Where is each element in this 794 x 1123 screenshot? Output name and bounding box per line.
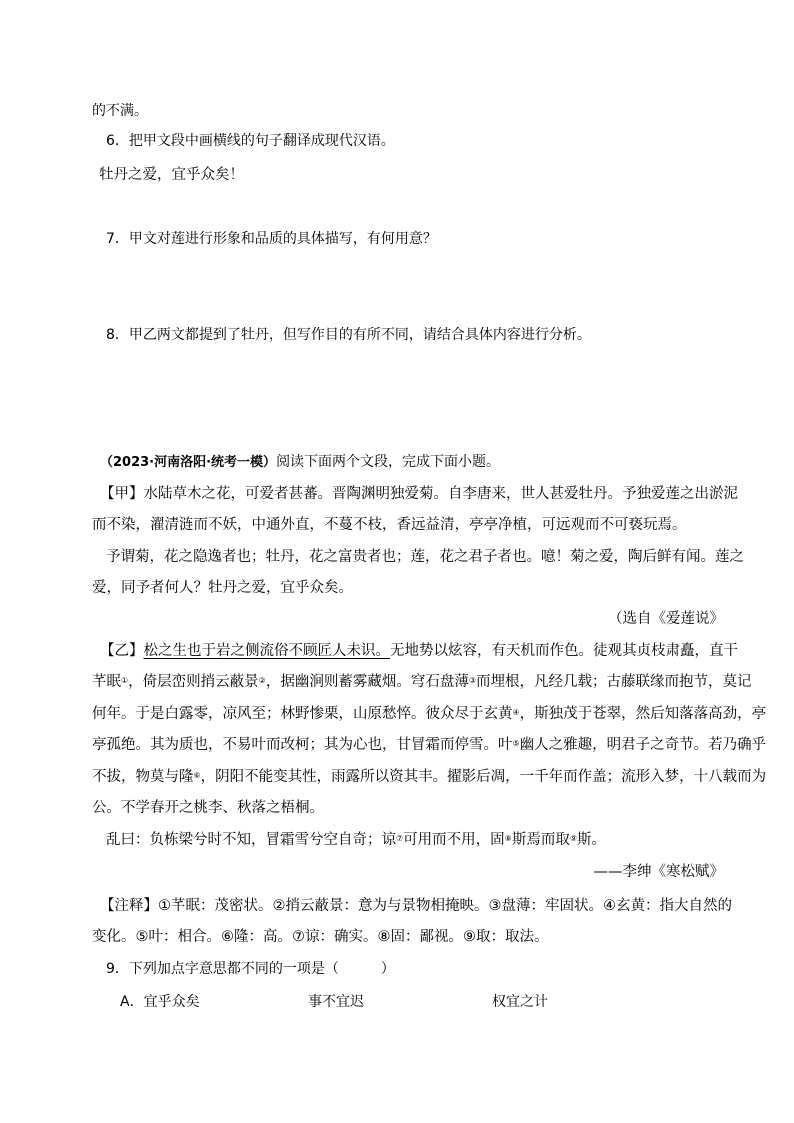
notes-line-2: 变化。⑤叶：相合。⑥隆：高。⑦谅：确实。⑧固：鄙视。⑨取：取法。 — [92, 929, 549, 945]
question-6-sentence: 牡丹之爱，宜乎众矣！ — [99, 167, 244, 183]
yi-text: 乱曰：负栋梁兮时不知，冒霜雪兮空自奇；谅 — [106, 832, 396, 848]
source-tag: （2023·河南洛阳·统考一模） — [100, 455, 277, 470]
yi-luan-line — [106, 830, 606, 850]
note-mark: ⑨ — [569, 834, 578, 843]
source-line — [100, 452, 500, 473]
yi-text: 芊眠 — [92, 674, 121, 690]
yi-text: 幽人之雅趣，明君子之奇节。若乃确乎 — [519, 737, 767, 753]
yi-text: 而埋根，凡经几载；古藤联缘而抱节，莫记 — [476, 674, 752, 690]
source-instruction: 阅读下面两个文段，完成下面小题。 — [276, 454, 501, 470]
yi-text: ，倚层峦则捎云蔽景 — [128, 674, 259, 690]
question-8: 8．甲乙两文都提到了牡丹，但写作目的有所不同，请结合具体内容进行分析。 — [106, 327, 591, 343]
yi-text: 可用而不用，固 — [403, 832, 505, 848]
question-9: 9．下列加点字意思都不同的一项是（ ） — [106, 961, 395, 977]
yi-line-1 — [100, 641, 738, 661]
jia-line-1 — [100, 484, 738, 504]
yi-text: ，阴阳不能变其性，雨露所以资其丰。擢影后凋，一千年而作盖；流形入梦，十八载而为 — [200, 769, 767, 785]
yi-text: ，据幽涧则蓄雾藏烟。穹石盘薄 — [265, 674, 469, 690]
yi-text: 斯。 — [577, 832, 607, 848]
question-6: 6．把甲文段中画横线的句子翻译成现代汉语。 — [106, 133, 395, 149]
jia-text-1: 水陆草木之花，可爱者甚蕃。晋陶渊明独爱菊。自李唐来，世人甚爱牡丹。予独爱莲之出淤泥 — [143, 486, 738, 502]
yi-text: 不拔，物莫与隆 — [92, 769, 194, 785]
note-mark: ⑥ — [193, 771, 201, 780]
q9-option-a-phrase-2: 事不宜迟 — [308, 994, 364, 1010]
note-mark: ③ — [468, 676, 477, 685]
yi-line-6: 公。不学春开之桃李、秋落之梧桐。 — [92, 800, 324, 816]
yi-text: 斯焉而取 — [511, 832, 570, 848]
note-mark: ② — [258, 676, 266, 685]
question-7: 7．甲文对莲进行形象和品质的具体描写，有何用意？ — [106, 231, 437, 247]
note-mark: ④ — [512, 708, 520, 717]
yi-text: ，斯独茂于苍翠，然后知落落高劲，亭 — [519, 706, 767, 722]
note-mark: ① — [121, 676, 129, 685]
q6-preceding-text: 的不满。 — [92, 103, 148, 119]
notes-tag: 【注释】 — [100, 898, 158, 914]
jia-line-3: 予谓菊，花之隐逸者也；牡丹，花之富贵者也；莲，花之君子者也。噫！菊之爱，陶后鲜有闻。莲之 — [106, 549, 744, 565]
jia-line-2: 而不染，濯清涟而不妖，中通外直，不蔓不枝，香远益清，亭亭净植，可远观而不可亵玩焉。 — [92, 517, 687, 533]
q9-option-a-label: A．宜乎众矣 — [120, 994, 200, 1010]
yi-citation: ——李绅《寒松赋》 — [593, 864, 724, 880]
yi-line-5 — [92, 767, 766, 787]
note-mark: ⑦ — [396, 834, 404, 843]
yi-line-4 — [92, 735, 766, 755]
yi-underlined-sentence: 松之生也于岩之侧流俗不顾匠人未识。 — [143, 643, 390, 659]
note-mark: ⑤ — [512, 739, 520, 748]
yi-text: 何年。于是白露零，凉风至；林野惨栗，山原愁悴。彼众尽于玄黄 — [92, 706, 513, 722]
jia-citation: （选自《爱莲说》 — [608, 611, 724, 627]
notes-line-1 — [100, 896, 732, 916]
note-mark: ⑧ — [504, 834, 512, 843]
yi-text: 亭孤绝。其为质也，不易叶而改柯；其为心也，甘冒霜而停雪。叶 — [92, 737, 513, 753]
yi-line-3 — [92, 704, 766, 724]
q9-option-a-phrase-3: 权宜之计 — [492, 994, 548, 1010]
jia-line-4: 爱，同予者何人？牡丹之爱，宜乎众矣。 — [92, 580, 353, 596]
notes-text-1: ①芊眠：茂密状。②捎云蔽景：意为与景物相掩映。③盘薄：牢固状。④玄黄：指大自然的 — [158, 898, 732, 914]
yi-tag: 【乙】 — [100, 643, 144, 659]
yi-text-1: 无地势以炫容，有天机而作色。徒观其贞枝肃矗，直干 — [390, 643, 738, 659]
yi-line-2 — [92, 672, 752, 692]
jia-tag: 【甲】 — [100, 486, 144, 502]
